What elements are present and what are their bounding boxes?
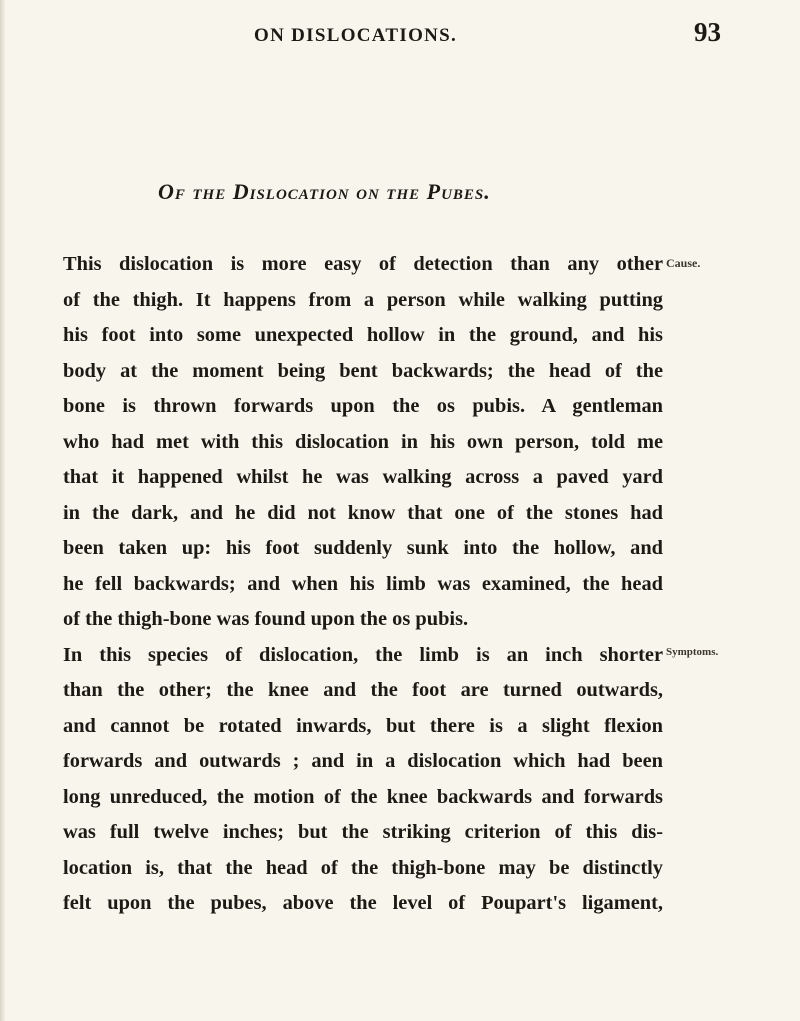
text-line: his foot into some unexpected hollow in the ground, and his <box>63 324 663 346</box>
text-line: This dislocation is more easy of detection than any other <box>63 253 663 275</box>
text-line: bone is thrown forwards upon the os pubis. A gentleman <box>63 395 663 417</box>
text-line: location is, that the head of the thigh-bone may be distinctly <box>63 856 663 879</box>
text-line: of the thigh. It happens from a person while walking putting <box>63 288 663 311</box>
text-line: In this species of dislocation, the limb is an inch shorter <box>63 643 663 666</box>
text-line: body at the moment being bent backwards; the head of the <box>63 359 663 382</box>
text-line: and cannot be rotated inwards, but there is a slight flexion <box>63 714 663 737</box>
running-title: ON DISLOCATIONS. <box>254 25 458 46</box>
page-number: 93 <box>694 17 721 47</box>
section-heading: Of the Dislocation on the Pubes. <box>158 179 491 204</box>
text-line: of the thigh-bone was found upon the os pubis. <box>63 608 469 630</box>
text-line: he fell backwards; and when his limb was examined, the head <box>63 572 663 595</box>
text-line: been taken up: his foot suddenly sunk into the hollow, and <box>63 537 663 559</box>
running-head <box>0 17 800 57</box>
text-line: felt upon the pubes, above the level of Poupart's ligament, <box>63 892 663 914</box>
text-line: who had met with this dislocation in his own person, told me <box>63 430 663 453</box>
text-line: was full twelve inches; but the striking criterion of this dis- <box>63 821 663 843</box>
text-line: than the other; the knee and the foot are turned outwards, <box>63 679 663 701</box>
marginal-note-symptoms: Symptoms. <box>666 646 719 658</box>
marginal-note-cause: Cause. <box>666 256 701 270</box>
body-text <box>63 247 663 922</box>
text-line: in the dark, and he did not know that one of the stones had <box>63 501 663 524</box>
text-line: forwards and outwards ; and in a dislocation which had been <box>63 750 663 772</box>
text-line: that it happened whilst he was walking across a paved yard <box>63 466 663 488</box>
text-line: long unreduced, the motion of the knee backwards and forwards <box>63 785 663 808</box>
page-edge <box>0 0 5 1021</box>
